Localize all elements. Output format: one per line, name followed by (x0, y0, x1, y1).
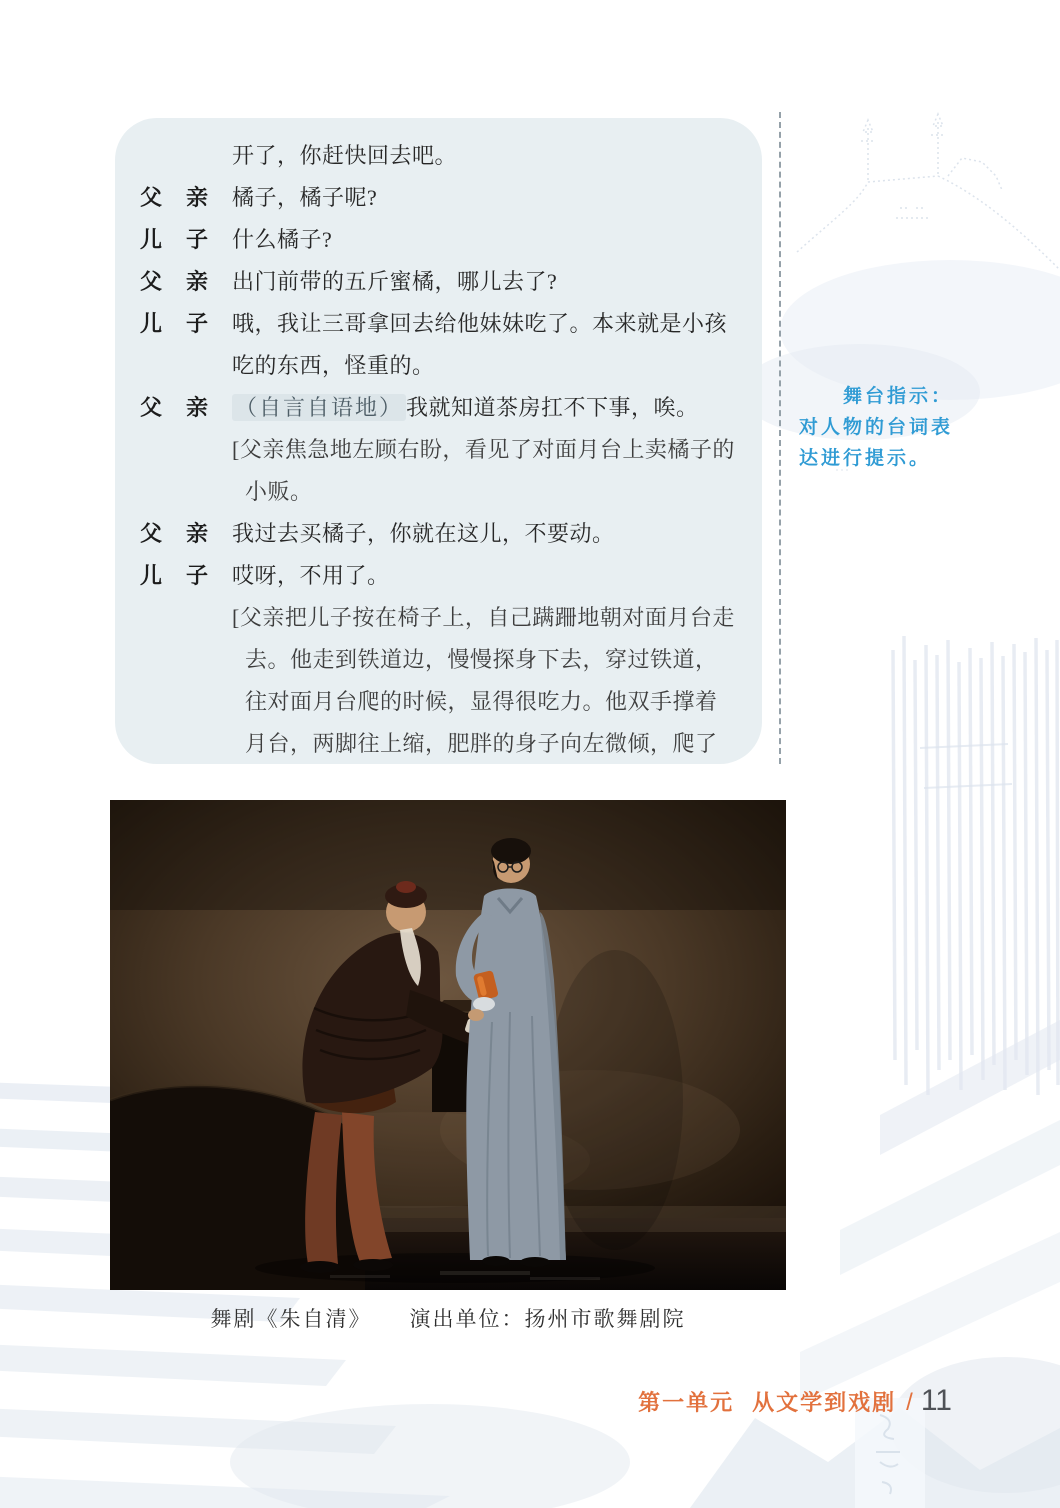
script-line (140, 261, 736, 303)
stage-bracket: [ (232, 605, 240, 630)
photo-caption (110, 1303, 786, 1333)
stage-photo (110, 800, 786, 1290)
dialogue-text: 我过去买橘子，你就在这儿，不要动。 (232, 521, 615, 546)
caption-troupe: 演出单位：扬州市歌舞剧院 (409, 1307, 686, 1331)
script-line (140, 387, 736, 429)
script-line (140, 303, 736, 387)
play-script-box (115, 118, 762, 764)
speaker-label: 父亲 (140, 395, 208, 420)
speaker-label (140, 597, 208, 764)
stage-direction-text: [父亲焦急地左顾右盼，看见了对面月台上卖橘子的小贩。 (232, 437, 735, 504)
footer-separator: / (906, 1389, 913, 1416)
margin-note-body: 对人物的台词表达进行提示。 (799, 417, 954, 469)
speaker-label: 父亲 (140, 269, 208, 294)
dialogue-text: 出门前带的五斤蜜橘，哪儿去了? (232, 269, 558, 294)
footer-unit-label: 第一单元 (638, 1390, 735, 1415)
script-line (140, 177, 736, 219)
dialogue-text: 开了，你赶快回去吧。 (232, 143, 458, 168)
caption-play-title: 舞剧《朱自清》 (210, 1307, 372, 1331)
speaker-label: 父亲 (140, 521, 208, 546)
speaker-label: 儿子 (140, 227, 208, 252)
speaker-label: 儿子 (140, 311, 208, 336)
page-number: 11 (920, 1384, 952, 1417)
stage-aside-highlight: （自言自语地） (232, 394, 406, 421)
stage-direction-text: [父亲把儿子按在椅子上，自己蹒跚地朝对面月台走去。他走到铁道边，慢慢探身下去，穿过铁道，往对面月台爬的时候，显得很吃力。他双手撑着月台，两脚往上缩，肥胖的身子向左微倾，爬了 (232, 605, 735, 756)
footer-section-label: 从文学到戏剧 (752, 1390, 897, 1415)
dialogue-text: 什么橘子? (232, 227, 333, 252)
dialogue-text: 哎呀，不用了。 (232, 563, 390, 588)
speaker-label: 儿子 (140, 563, 208, 588)
stage-direction-line (140, 597, 736, 764)
dashed-separator (779, 112, 781, 764)
stage-bracket: [ (232, 437, 240, 462)
speaker-label: 父亲 (140, 185, 208, 210)
margin-note-title: 舞台指示： (843, 386, 954, 407)
margin-note (799, 381, 971, 474)
dialogue-text: 哦，我让三哥拿回去给他妹妹吃了。本来就是小孩吃的东西，怪重的。 (232, 311, 728, 378)
page-footer (638, 1384, 952, 1418)
speaker-label (140, 135, 208, 177)
script-line (140, 513, 736, 555)
dialogue-text: （自言自语地） 我就知道茶房扛不下事，唉。 (232, 387, 736, 429)
script-line (140, 555, 736, 597)
stage-direction-line (140, 429, 736, 513)
speaker-label (140, 429, 208, 513)
dialogue-text: 橘子，橘子呢? (232, 185, 378, 210)
script-line (140, 135, 736, 177)
fence-sketch (893, 636, 1058, 1095)
script-line (140, 219, 736, 261)
